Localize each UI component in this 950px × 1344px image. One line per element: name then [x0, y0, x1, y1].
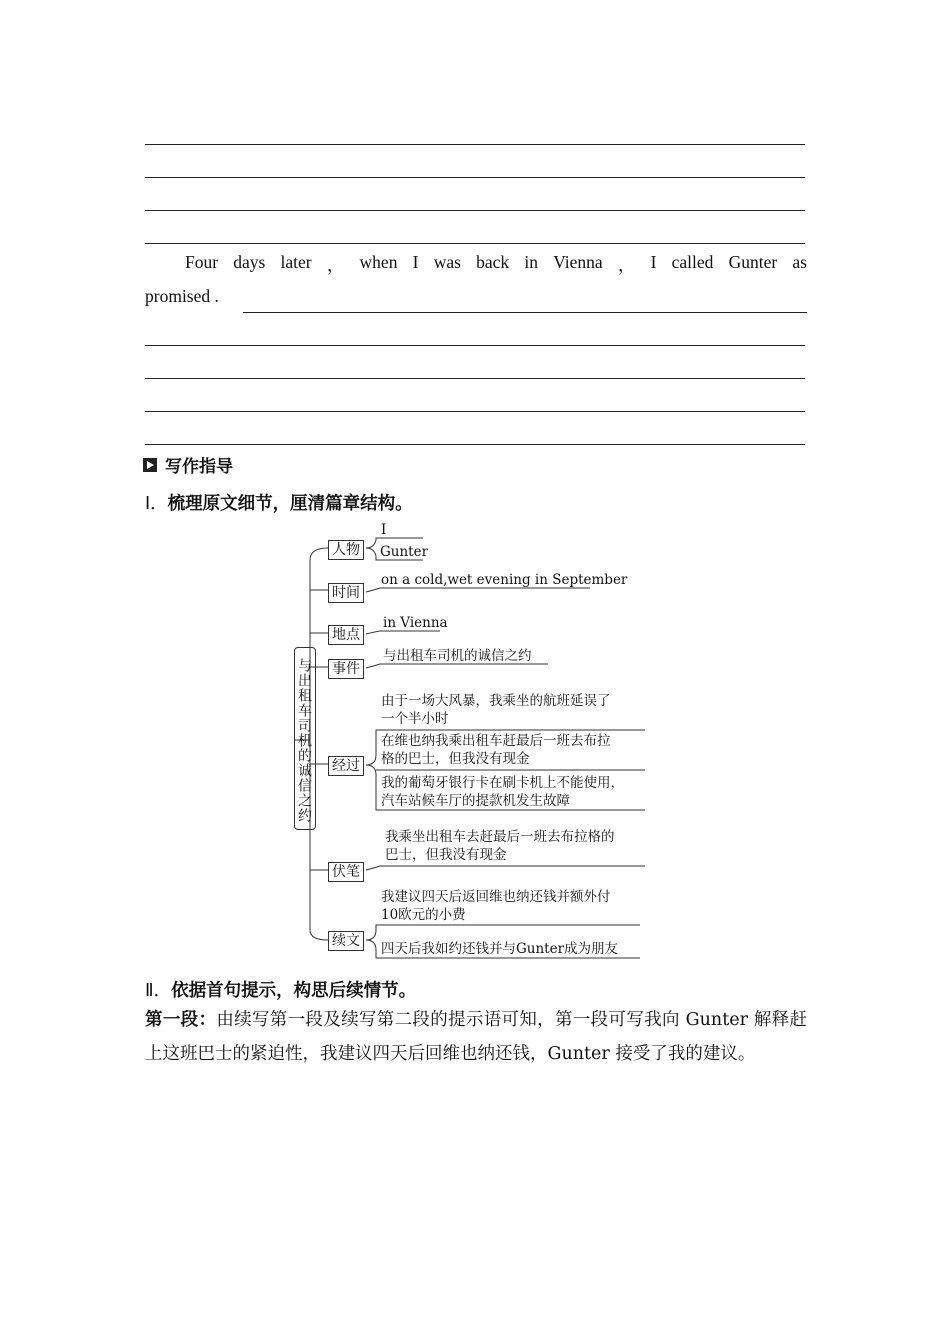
step-number: Ⅰ． — [145, 493, 168, 513]
node-people: 人物 — [328, 540, 364, 560]
word: I — [412, 252, 419, 272]
writing-line[interactable] — [145, 345, 805, 346]
leaf-text: on a cold,wet evening in September — [381, 572, 628, 588]
leaf-text: 与出租车司机的诚信之约 — [383, 648, 532, 664]
root-node: 与出租车司机的诚信之约 — [294, 647, 316, 830]
node-place: 地点 — [328, 625, 364, 645]
word: when — [359, 252, 398, 272]
word: ， — [326, 255, 345, 275]
writing-line[interactable] — [145, 144, 805, 145]
step-number: Ⅱ． — [145, 980, 172, 1000]
node-continuation: 续文 — [328, 931, 364, 951]
leaf-text: 我建议四天后返回维也纳还钱并额外付 — [381, 889, 611, 905]
paragraph-text: 由续写第一段及续写第二段的提示语可知，第一段可写我向 Gunter 解释赶上这班巴士的紧迫性，我建议四天后回维也纳还钱，Gunter 接受了我的建议。 — [145, 1010, 807, 1064]
word: back — [476, 252, 510, 272]
node-foreshadow: 伏笔 — [328, 862, 364, 882]
writing-line[interactable] — [145, 243, 805, 244]
writing-line[interactable] — [243, 312, 807, 313]
paragraph-label: 第一段： — [145, 1010, 217, 1030]
paragraph-prompt — [185, 252, 807, 277]
writing-line[interactable] — [145, 378, 805, 379]
node-process: 经过 — [328, 756, 364, 776]
word: Gunter — [728, 252, 778, 272]
leaf-text: 汽车站候车厅的提款机发生故障 — [381, 793, 570, 809]
word: in — [524, 252, 538, 272]
play-triangle-icon — [143, 458, 157, 472]
leaf-line — [366, 925, 640, 940]
word: later — [280, 252, 312, 272]
leaf-line — [366, 866, 645, 870]
leaf-text: 一个半小时 — [381, 711, 449, 727]
leaf-text: I — [381, 522, 387, 538]
step-text: 依据首句提示，构思后续情节。 — [171, 981, 417, 1001]
node-time: 时间 — [328, 583, 364, 603]
word: was — [433, 252, 461, 272]
leaf-text: 格的巴士，但我没有现金 — [381, 751, 530, 767]
leaf-text: in Vienna — [383, 615, 448, 631]
word: I — [650, 252, 657, 272]
leaf-text: 由于一场大风暴，我乘坐的航班延误了 — [381, 693, 611, 709]
section-heading — [143, 452, 233, 477]
writing-line[interactable] — [145, 177, 805, 178]
word: days — [233, 252, 266, 272]
step-text: 梳理原文细节，厘清篇章结构。 — [167, 494, 413, 514]
guidance-paragraph — [145, 1003, 807, 1071]
word: Vienna — [553, 252, 603, 272]
step-1 — [145, 490, 413, 515]
paragraph-prompt-cont: promised . — [145, 286, 219, 306]
leaf-text: 我乘坐出租车去赶最后一班去布拉格的 — [385, 829, 615, 845]
word: as — [792, 252, 807, 272]
leaf-text: 巴士，但我没有现金 — [385, 847, 507, 863]
leaf-text: 四天后我如约还钱并与Gunter成为朋友 — [381, 941, 619, 957]
step-2 — [145, 977, 416, 1002]
writing-line[interactable] — [145, 210, 805, 211]
leaf-text: 我的葡萄牙银行卡在刷卡机上不能使用， — [381, 775, 624, 791]
word: Four — [185, 252, 219, 272]
word: ， — [617, 255, 636, 275]
node-event: 事件 — [328, 659, 364, 679]
leaf-text: 10欧元的小费 — [381, 907, 466, 923]
leaf-text: Gunter — [380, 544, 429, 560]
writing-line[interactable] — [145, 444, 805, 445]
section-heading-text: 写作指导 — [165, 457, 233, 477]
word: called — [671, 252, 714, 272]
leaf-text: 在维也纳我乘出租车赶最后一班去布拉 — [381, 733, 611, 749]
writing-line[interactable] — [145, 411, 805, 412]
